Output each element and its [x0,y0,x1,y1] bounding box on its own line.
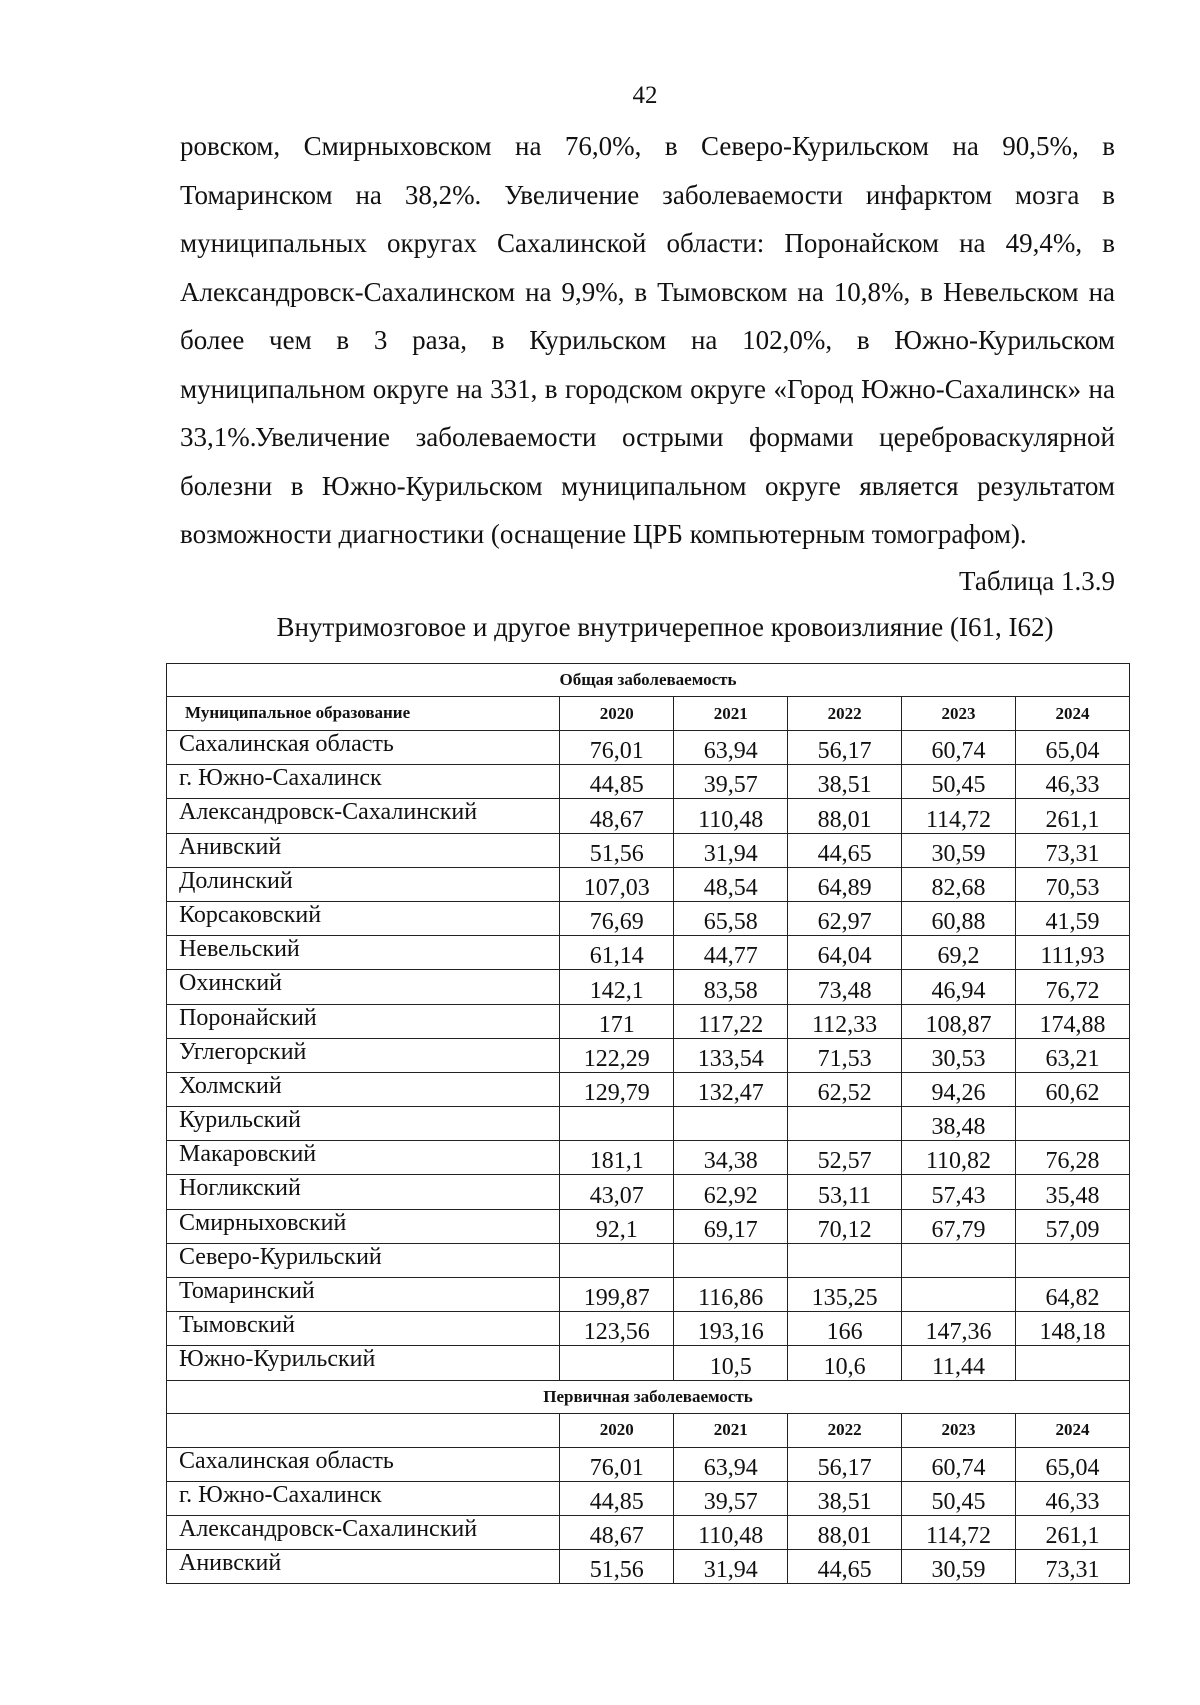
value-cell: 110,82 [902,1141,1016,1175]
section-title-row [167,664,1130,697]
table-row [167,1312,1130,1346]
value-cell: 110,48 [674,1515,788,1549]
column-header-year: 2023 [902,1413,1016,1447]
value-cell: 166 [788,1312,902,1346]
value-cell: 10,6 [788,1346,902,1380]
value-cell: 261,1 [1015,1515,1129,1549]
body-paragraph-2: Увеличение заболеваемости острыми формами цереброваскулярной болезни в Южно-Курильском муниципальном округе является результатом возможности диагностики (оснащение ЦРБ компьютерным томографом). [180,422,1115,549]
value-cell: 108,87 [902,1004,1016,1038]
value-cell: 117,22 [674,1004,788,1038]
value-cell: 76,72 [1015,970,1129,1004]
value-cell: 65,04 [1015,731,1129,765]
value-cell: 69,2 [902,936,1016,970]
value-cell: 10,5 [674,1346,788,1380]
value-cell [788,1107,902,1141]
value-cell: 142,1 [560,970,674,1004]
municipality-name: Холмский [167,1072,560,1106]
value-cell: 31,94 [674,833,788,867]
municipality-name: Сахалинская область [167,731,560,765]
value-cell: 38,51 [788,1481,902,1515]
value-cell: 135,25 [788,1278,902,1312]
value-cell: 129,79 [560,1072,674,1106]
value-cell: 48,67 [560,799,674,833]
value-cell: 174,88 [1015,1004,1129,1038]
value-cell: 148,18 [1015,1312,1129,1346]
table-row [167,1346,1130,1380]
table-row [167,1175,1130,1209]
value-cell: 48,67 [560,1515,674,1549]
municipality-name: Углегорский [167,1038,560,1072]
table-title: Внутримозговое и другое внутричерепное кровоизлияние (I61, I62) [276,612,1054,642]
value-cell: 64,82 [1015,1278,1129,1312]
value-cell [1015,1346,1129,1380]
section-title: Общая заболеваемость [167,664,1130,697]
value-cell: 38,48 [902,1107,1016,1141]
municipality-name: Макаровский [167,1141,560,1175]
value-cell: 92,1 [560,1209,674,1243]
value-cell: 133,54 [674,1038,788,1072]
table-row [167,970,1130,1004]
value-cell: 67,79 [902,1209,1016,1243]
municipality-name: Ногликский [167,1175,560,1209]
value-cell: 39,57 [674,1481,788,1515]
value-cell: 61,14 [560,936,674,970]
table-row [167,1004,1130,1038]
table-row [167,731,1130,765]
value-cell: 51,56 [560,1550,674,1584]
table-row [167,1072,1130,1106]
municipality-name: Охинский [167,970,560,1004]
value-cell: 73,31 [1015,833,1129,867]
table-row [167,1515,1130,1549]
value-cell: 181,1 [560,1141,674,1175]
value-cell: 50,45 [902,765,1016,799]
table-row [167,1107,1130,1141]
municipality-name: Анивский [167,833,560,867]
body-paragraph-1: ровском, Смирныховском на 76,0%, в Северо-Курильском на 90,5%, в Томаринском на 38,2%. Увеличение заболеваемости инфарктом мозга в муниципальных округах Сахалинской области: Поронайском на 49,4%, в Александровск-Сахалинском на 9,9%, в Тымовском на 10,8%, в Невельском на более чем в 3 раза, в Курильском на 102,0%, в Южно-Курильском муниципальном округе на 331, в городском округе «Город Южно-Сахалинск» на 33,1%. [180,131,1115,452]
column-header-year: 2021 [674,1413,788,1447]
municipality-name: Поронайский [167,1004,560,1038]
value-cell: 76,01 [560,731,674,765]
table-row [167,1141,1130,1175]
municipality-name: Тымовский [167,1312,560,1346]
value-cell: 35,48 [1015,1175,1129,1209]
value-cell: 63,94 [674,731,788,765]
municipality-name: Корсаковский [167,901,560,935]
municipality-name: Северо-Курильский [167,1243,560,1277]
column-header-year: 2024 [1015,1413,1129,1447]
value-cell: 122,29 [560,1038,674,1072]
municipality-name: Александровск-Сахалинский [167,1515,560,1549]
column-header-year: 2023 [902,697,1016,731]
municipality-name: Анивский [167,1550,560,1584]
value-cell: 48,54 [674,867,788,901]
value-cell: 199,87 [560,1278,674,1312]
value-cell: 44,65 [788,833,902,867]
value-cell: 193,16 [674,1312,788,1346]
table-row [167,1481,1130,1515]
value-cell: 65,58 [674,901,788,935]
value-cell: 51,56 [560,833,674,867]
value-cell: 63,21 [1015,1038,1129,1072]
value-cell: 44,65 [788,1550,902,1584]
table-row [167,936,1130,970]
column-header-year: 2021 [674,697,788,731]
value-cell: 62,97 [788,901,902,935]
value-cell: 114,72 [902,1515,1016,1549]
value-cell: 39,57 [674,765,788,799]
value-cell: 30,53 [902,1038,1016,1072]
value-cell: 46,33 [1015,765,1129,799]
section-title-row [167,1380,1130,1413]
value-cell: 53,11 [788,1175,902,1209]
value-cell [1015,1243,1129,1277]
value-cell: 71,53 [788,1038,902,1072]
value-cell: 60,62 [1015,1072,1129,1106]
column-header-year: 2020 [560,1413,674,1447]
value-cell: 52,57 [788,1141,902,1175]
table-row [167,901,1130,935]
value-cell: 50,45 [902,1481,1016,1515]
municipality-name: Смирныховский [167,1209,560,1243]
table-row [167,833,1130,867]
value-cell [902,1243,1016,1277]
table-row [167,799,1130,833]
value-cell: 30,59 [902,1550,1016,1584]
value-cell: 46,94 [902,970,1016,1004]
value-cell: 147,36 [902,1312,1016,1346]
value-cell: 56,17 [788,731,902,765]
value-cell: 116,86 [674,1278,788,1312]
header-row [167,697,1130,731]
value-cell: 38,51 [788,765,902,799]
value-cell: 73,48 [788,970,902,1004]
value-cell: 114,72 [902,799,1016,833]
value-cell [1015,1107,1129,1141]
value-cell: 44,85 [560,1481,674,1515]
table-row [167,1209,1130,1243]
value-cell: 62,52 [788,1072,902,1106]
value-cell [788,1243,902,1277]
value-cell: 62,92 [674,1175,788,1209]
value-cell: 11,44 [902,1346,1016,1380]
value-cell: 57,43 [902,1175,1016,1209]
value-cell: 132,47 [674,1072,788,1106]
value-cell: 76,28 [1015,1141,1129,1175]
value-cell: 123,56 [560,1312,674,1346]
table-row [167,1278,1130,1312]
column-header-year: 2022 [788,697,902,731]
table-row [167,1243,1130,1277]
value-cell [674,1243,788,1277]
value-cell: 56,17 [788,1447,902,1481]
municipality-name: Невельский [167,936,560,970]
municipality-name: Долинский [167,867,560,901]
incidence-table [166,663,1130,1584]
column-header-year: 2024 [1015,697,1129,731]
value-cell: 94,26 [902,1072,1016,1106]
value-cell: 65,04 [1015,1447,1129,1481]
value-cell: 107,03 [560,867,674,901]
value-cell: 46,33 [1015,1481,1129,1515]
value-cell: 44,77 [674,936,788,970]
value-cell: 44,85 [560,765,674,799]
value-cell: 261,1 [1015,799,1129,833]
table-row [167,765,1130,799]
value-cell: 31,94 [674,1550,788,1584]
value-cell: 43,07 [560,1175,674,1209]
value-cell: 70,53 [1015,867,1129,901]
table-row [167,1550,1130,1584]
value-cell: 63,94 [674,1447,788,1481]
municipality-name: Томаринский [167,1278,560,1312]
value-cell: 30,59 [902,833,1016,867]
value-cell: 41,59 [1015,901,1129,935]
value-cell: 88,01 [788,799,902,833]
value-cell [560,1346,674,1380]
value-cell: 64,04 [788,936,902,970]
value-cell [560,1243,674,1277]
value-cell: 110,48 [674,799,788,833]
column-header-municipality [167,1413,560,1447]
table-row [167,1038,1130,1072]
section-title: Первичная заболеваемость [167,1380,1130,1413]
value-cell: 88,01 [788,1515,902,1549]
value-cell: 73,31 [1015,1550,1129,1584]
value-cell: 76,01 [560,1447,674,1481]
value-cell: 60,74 [902,731,1016,765]
municipality-name: Сахалинская область [167,1447,560,1481]
value-cell [560,1107,674,1141]
table-label: Таблица 1.3.9 [959,566,1115,596]
column-header-year: 2020 [560,697,674,731]
municipality-name: Александровск-Сахалинский [167,799,560,833]
page-number: 42 [632,82,658,109]
value-cell: 69,17 [674,1209,788,1243]
value-cell: 111,93 [1015,936,1129,970]
value-cell [674,1107,788,1141]
value-cell: 60,88 [902,901,1016,935]
municipality-name: г. Южно-Сахалинск [167,1481,560,1515]
municipality-name: г. Южно-Сахалинск [167,765,560,799]
table-row [167,867,1130,901]
table-row [167,1447,1130,1481]
value-cell: 57,09 [1015,1209,1129,1243]
value-cell [902,1278,1016,1312]
municipality-name: Курильский [167,1107,560,1141]
column-header-municipality: Муниципальное образование [167,697,560,731]
value-cell: 171 [560,1004,674,1038]
value-cell: 76,69 [560,901,674,935]
column-header-year: 2022 [788,1413,902,1447]
value-cell: 82,68 [902,867,1016,901]
value-cell: 64,89 [788,867,902,901]
value-cell: 70,12 [788,1209,902,1243]
table-body [167,664,1130,1584]
value-cell: 34,38 [674,1141,788,1175]
header-row [167,1413,1130,1447]
value-cell: 83,58 [674,970,788,1004]
municipality-name: Южно-Курильский [167,1346,560,1380]
value-cell: 112,33 [788,1004,902,1038]
value-cell: 60,74 [902,1447,1016,1481]
